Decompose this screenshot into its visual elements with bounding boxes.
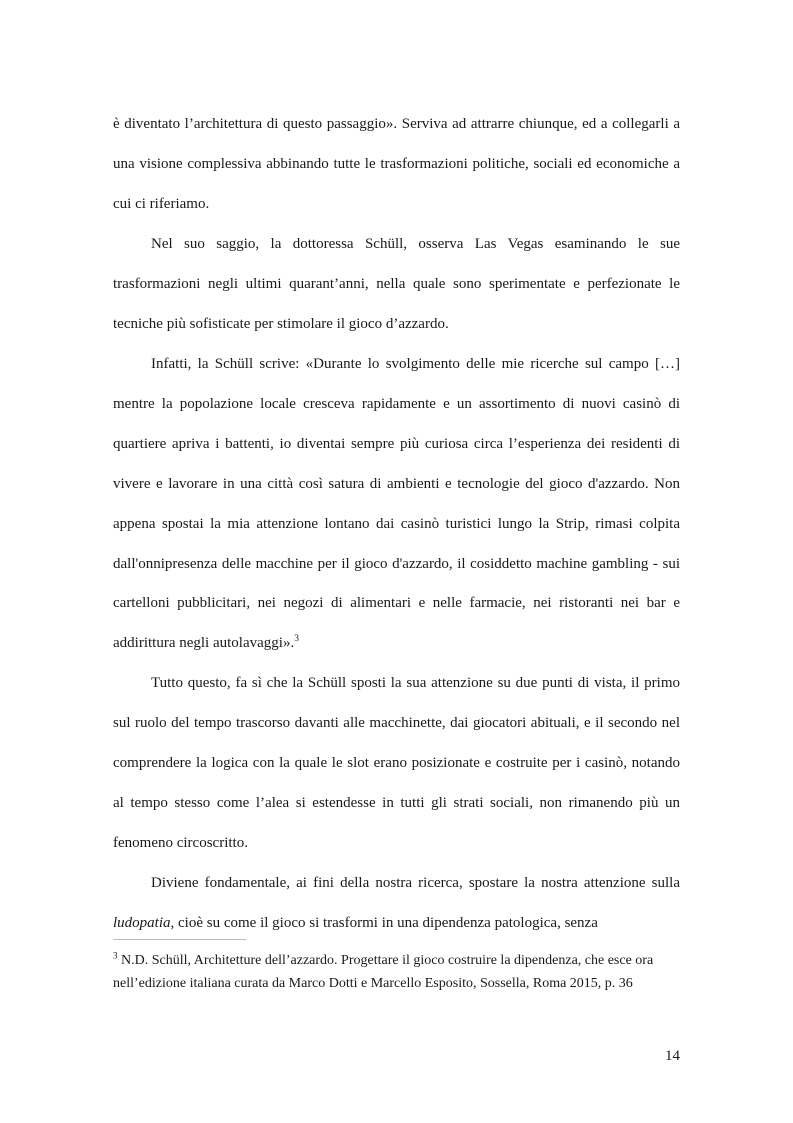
body-text-block-5	[113, 864, 680, 944]
footnote-text: N.D. Schüll, Architetture dell’azzardo. Progettare il gioco costruire la dipendenza, che esce ora nell’edizione italiana curata da Marco Dotti e Marcello Esposito, Sossella, Roma 2015, p. 36	[113, 953, 654, 991]
paragraph-continuation: è diventato l’architettura di questo passaggio». Serviva ad attrarre chiunque, ed a collegarli a una visione complessiva abbinando tutte le trasformazioni politiche, sociali ed economiche a cui ci riferiamo.	[113, 116, 680, 212]
body-text	[113, 105, 680, 225]
quote-text: Infatti, la Schüll scrive: «Durante lo svolgimento delle mie ricerche sul campo […] mentre la popolazione locale cresceva rapidamente e un assortimento di nuovi casinò di quartiere apriva i battenti, io diventai sempre più curiosa circa l’esperienza dei residenti di vivere e lavorare in una città così satura di ambienti e tecnologie del gioco d'azzardo. Non appena spostai la mia attenzione lontano dai casinò turistici lungo la Strip, rimasi colpita dall'onnipresenza delle macchine per il gioco d'azzardo, il cosiddetto machine gambling - sui cartelloni pubblicitari, nei negozi di alimentari e nelle farmacie, nei ristoranti nei bar e addirittura negli autolavaggi».	[113, 356, 680, 652]
text-before: Diviene fondamentale, ai fini della nostra ricerca, spostare la nostra attenzione sulla	[151, 875, 680, 891]
page-number: 14	[665, 1048, 680, 1064]
italic-term: ludopatia,	[113, 914, 175, 931]
paragraph-two-viewpoints: Tutto questo, fa sì che la Schüll sposti la sua attenzione su due punti di vista, il primo sul ruolo del tempo trascorso davanti alle macchinette, dai giocatori abituali, e il secondo nel comprendere la logica con la quale le slot erano posizionate e costruite per i casinò, notando al tempo stesso come l’alea si estendesse in tutti gli strati sociali, non rimanendo più un fenomeno circoscritto.	[113, 675, 680, 851]
paragraph-schull-quote	[113, 345, 680, 664]
text-after: cioè su come il gioco si trasformi in una dipendenza patologica, senza	[174, 914, 598, 931]
paragraph-schull-essay: Nel suo saggio, la dottoressa Schüll, osserva Las Vegas esaminando le sue trasformazioni negli ultimi quarant’anni, nella quale sono sperimentate e perfezionate le tecniche più sofisticate per stimolare il gioco d’azzardo.	[113, 236, 680, 332]
paragraph-ludopatia	[113, 864, 680, 944]
body-text-block-2	[113, 225, 680, 345]
body-text-block-3	[113, 345, 680, 664]
footnote-separator	[113, 939, 246, 940]
footnote-number: 3	[113, 950, 118, 961]
footnote-reference: 3	[294, 634, 299, 645]
footnote	[113, 950, 683, 995]
body-text-block-4	[113, 664, 680, 864]
